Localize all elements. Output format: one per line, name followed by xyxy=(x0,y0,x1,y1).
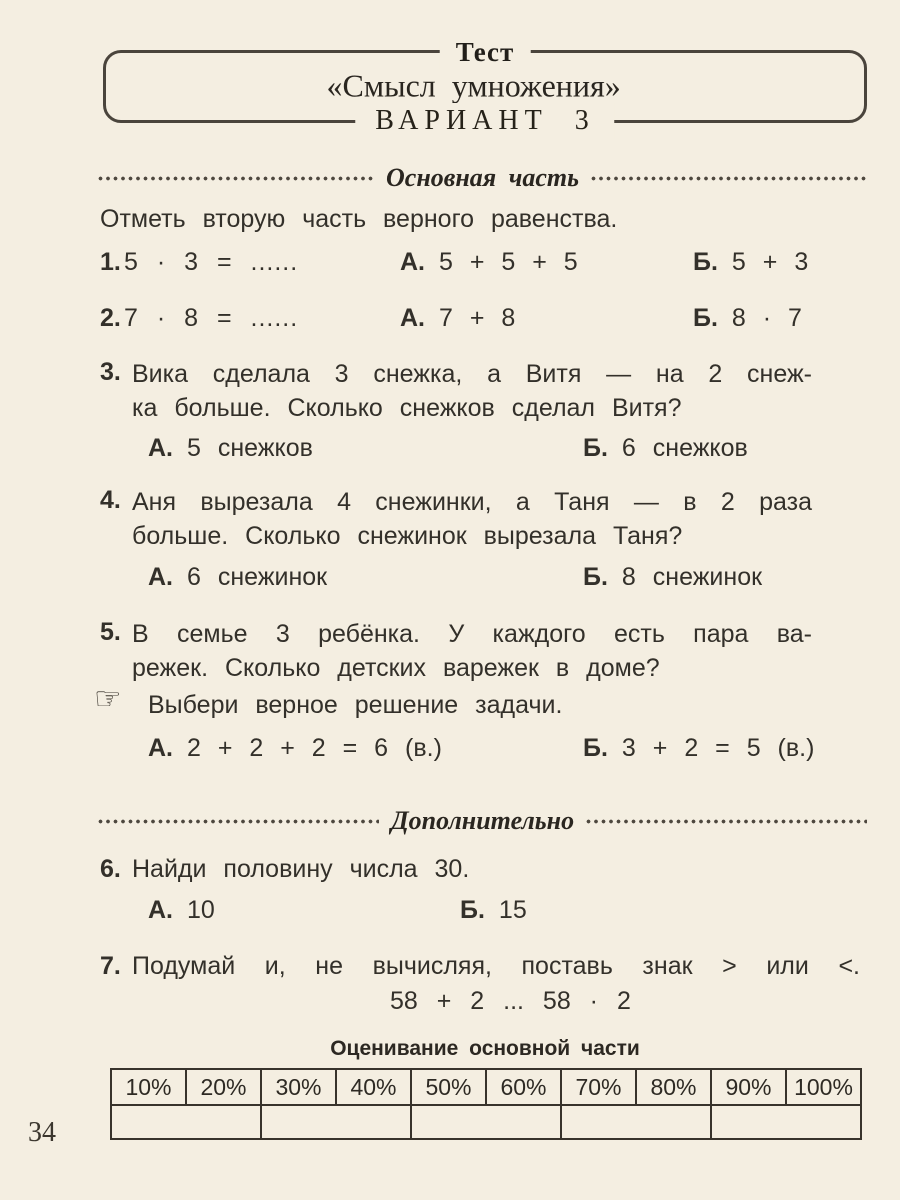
option-b-value: 15 xyxy=(498,896,527,924)
q1-option-b xyxy=(693,247,808,277)
option-b-value: 6 снежков xyxy=(621,434,748,462)
q5-option-b xyxy=(583,733,814,763)
dotted-line xyxy=(98,819,379,824)
option-b-label: Б. xyxy=(693,248,718,276)
option-a-label: А. xyxy=(400,248,425,276)
q2-number: 2. xyxy=(100,304,121,332)
q6-number: 6. xyxy=(100,855,121,883)
option-a-label: А. xyxy=(148,734,173,762)
q5-text xyxy=(132,617,812,685)
option-a-value: 10 xyxy=(187,896,215,924)
q5-prompt: Выбери верное решение задачи. xyxy=(148,691,563,719)
q2-option-a xyxy=(400,303,515,333)
percent-cell: 70% xyxy=(561,1069,636,1105)
q7-number: 7. xyxy=(100,952,121,980)
option-b-label: Б. xyxy=(693,304,718,332)
option-b-value: 8 снежинок xyxy=(621,563,763,591)
percent-cell: 90% xyxy=(711,1069,786,1105)
dotted-line xyxy=(98,176,374,181)
option-a-value: 5 + 5 + 5 xyxy=(439,248,578,276)
dotted-line xyxy=(591,176,867,181)
q3-number: 3. xyxy=(100,358,121,386)
q6-text: Найди половину числа 30. xyxy=(132,855,470,883)
score-blank-cell xyxy=(261,1105,411,1139)
section-title-extra: Дополнительно xyxy=(390,806,575,835)
q3-line2: ка больше. Сколько снежков сделал Витя? xyxy=(132,394,682,422)
option-b-label: Б. xyxy=(583,734,608,762)
option-b-value: 3 + 2 = 5 (в.) xyxy=(621,734,815,762)
test-header-box xyxy=(103,37,867,136)
option-a-label: А. xyxy=(148,896,173,924)
option-b-label: Б. xyxy=(583,563,608,591)
q3-option-b xyxy=(583,433,748,463)
q4-text xyxy=(132,485,812,553)
option-a-value: 6 снежинок xyxy=(187,563,328,591)
scoring-table xyxy=(110,1068,862,1140)
page-number: 34 xyxy=(28,1117,56,1148)
q7-line1: Подумай и, не вычисляя, поставь знак > или <. xyxy=(132,952,860,980)
pointing-hand-icon: ☞ xyxy=(94,681,122,717)
test-title: «Смысл умножения» xyxy=(326,67,621,104)
option-b-label: Б. xyxy=(460,896,485,924)
option-b-label: Б. xyxy=(583,434,608,462)
option-a-value: 2 + 2 + 2 = 6 (в.) xyxy=(187,734,442,762)
score-blank-cell xyxy=(711,1105,861,1139)
q1-option-a xyxy=(400,247,578,277)
option-b-value: 5 + 3 xyxy=(731,248,809,276)
q5-line1: В семье 3 ребёнка. У каждого есть пара ва- xyxy=(132,620,812,648)
q5-number: 5. xyxy=(100,618,121,646)
scoring-percent-row xyxy=(111,1069,861,1105)
percent-cell: 30% xyxy=(261,1069,336,1105)
q4-option-b xyxy=(583,562,762,592)
option-b-value: 8 · 7 xyxy=(731,304,802,332)
test-variant: ВАРИАНТ 3 xyxy=(355,103,614,139)
scoring-blank-row xyxy=(111,1105,861,1139)
scoring-caption: Оценивание основной части xyxy=(330,1037,640,1060)
q3-text xyxy=(132,357,812,425)
q2-option-b xyxy=(693,303,802,333)
percent-cell: 40% xyxy=(336,1069,411,1105)
section-divider-extra xyxy=(98,806,867,836)
q3-line1: Вика сделала 3 снежка, а Витя — на 2 снеж- xyxy=(132,360,812,388)
q4-option-a xyxy=(148,562,327,592)
percent-cell: 80% xyxy=(636,1069,711,1105)
option-a-label: А. xyxy=(148,563,173,591)
q5-line2: режек. Сколько детских варежек в доме? xyxy=(132,654,660,682)
q4-line1: Аня вырезала 4 снежинки, а Таня — в 2 раза xyxy=(132,488,812,516)
section-divider-main xyxy=(98,163,867,193)
dotted-line xyxy=(586,819,867,824)
q5-option-a xyxy=(148,733,442,763)
percent-cell: 50% xyxy=(411,1069,486,1105)
q4-line2: больше. Сколько снежинок вырезала Таня? xyxy=(132,522,683,550)
q1-expression: 5 · 3 = ...... xyxy=(124,248,299,276)
intro-instruction: Отметь вторую часть верного равенства. xyxy=(100,205,618,233)
score-blank-cell xyxy=(111,1105,261,1139)
q7-text xyxy=(132,951,860,981)
percent-cell: 100% xyxy=(786,1069,861,1105)
score-blank-cell xyxy=(411,1105,561,1139)
section-title-main: Основная часть xyxy=(386,163,579,192)
test-kicker: Тест xyxy=(440,35,531,69)
percent-cell: 10% xyxy=(111,1069,186,1105)
q7-equation: 58 + 2 ... 58 · 2 xyxy=(390,987,631,1015)
q3-option-a xyxy=(148,433,313,463)
q6-option-b xyxy=(460,895,527,925)
percent-cell: 60% xyxy=(486,1069,561,1105)
q1-number: 1. xyxy=(100,248,121,276)
q4-number: 4. xyxy=(100,486,121,514)
option-a-value: 7 + 8 xyxy=(439,304,516,332)
option-a-value: 5 снежков xyxy=(187,434,313,462)
score-blank-cell xyxy=(561,1105,711,1139)
option-a-label: А. xyxy=(148,434,173,462)
q6-option-a xyxy=(148,895,215,925)
percent-cell: 20% xyxy=(186,1069,261,1105)
q2-expression: 7 · 8 = ...... xyxy=(124,304,299,332)
option-a-label: А. xyxy=(400,304,425,332)
